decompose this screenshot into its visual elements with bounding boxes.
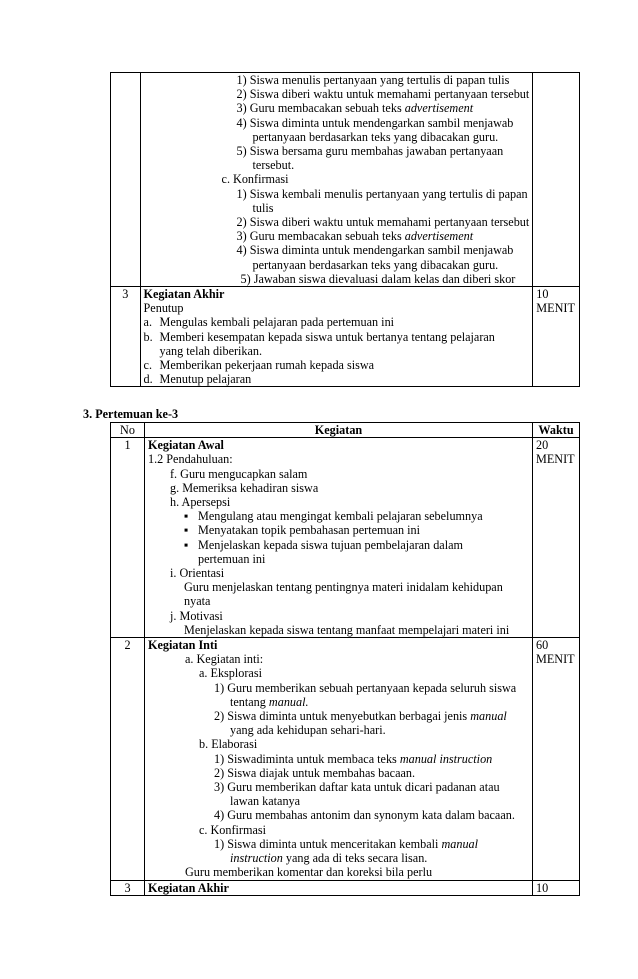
time-value: 10 bbox=[536, 880, 549, 895]
time-cell bbox=[533, 287, 580, 387]
list-item: pertemuan ini bbox=[198, 551, 266, 566]
list-item: 1) Siswa menulis pertanyaan yang tertulis di papan tulis bbox=[236, 73, 510, 87]
list-item: 2) Siswa diminta untuk menyebutkan berbagai jenis manual bbox=[214, 709, 507, 724]
row-number-cell: 3 bbox=[111, 880, 145, 895]
time-value: 20 bbox=[536, 438, 549, 453]
header-kegiatan: Kegiatan bbox=[145, 423, 533, 438]
list-item: g. Memeriksa kehadiran siswa bbox=[170, 480, 319, 495]
list-item: 1) Siswa diminta untuk menceritakan kembali manual bbox=[214, 836, 479, 851]
activity-subtitle: Penutup bbox=[143, 301, 184, 316]
list-item: 1) Siswadiminta untuk membaca teks manual instruction bbox=[214, 751, 493, 766]
time-value: 10 bbox=[536, 287, 549, 302]
list-item: 5) Jawaban siswa dievaluasi dalam kelas dan diberi skor bbox=[240, 271, 516, 286]
list-item: 4) Guru membahas antonim dan synonym kata dalam bacaan. bbox=[214, 808, 515, 823]
time-unit: MENIT bbox=[536, 301, 575, 316]
list-item: a. Eksplorasi bbox=[199, 666, 262, 681]
activity-title: Kegiatan Inti bbox=[148, 638, 218, 653]
list-item: Guru menjelaskan tentang pentingnya materi inidalam kehidupan bbox=[184, 580, 503, 595]
list-item: 2) Siswa diberi waktu untuk memahami pertanyaan tersebut bbox=[236, 87, 530, 102]
list-item: yang telah diberikan. bbox=[159, 343, 263, 358]
list-item: a. Kegiatan inti: bbox=[185, 652, 264, 667]
table-row bbox=[111, 73, 580, 287]
list-item: 1) Siswa kembali menulis pertanyaan yang tertulis di papan bbox=[236, 186, 528, 201]
time-unit: MENIT bbox=[536, 452, 575, 467]
list-item: 4) Siswa diminta untuk mendengarkan sambil menjawab bbox=[236, 115, 514, 130]
table-row bbox=[111, 638, 580, 880]
meeting-3-table bbox=[110, 422, 580, 896]
list-item: 4) Siswa diminta untuk mendengarkan sambil menjawab bbox=[236, 243, 514, 258]
list-item: ▪ Mengulang atau mengingat kembali pelajaran sebelumnya bbox=[184, 509, 483, 524]
header-no: No bbox=[111, 423, 145, 438]
list-item: tersebut. bbox=[252, 158, 295, 173]
list-item: Menjelaskan kepada siswa tentang manfaat mempelajari materi ini bbox=[184, 622, 510, 637]
activity-cell bbox=[145, 438, 533, 638]
list-item: pertanyaan berdasarkan teks yang dibacakan guru. bbox=[252, 257, 499, 272]
list-item: a. Mengulas kembali pelajaran pada pertemuan ini bbox=[143, 315, 395, 330]
list-item: 2) Siswa diajak untuk membahas bacaan. bbox=[214, 765, 416, 780]
time-value: 60 bbox=[536, 638, 549, 653]
list-item: 1) Guru memberikan sebuah pertanyaan kepada seluruh siswa bbox=[214, 680, 517, 695]
table-row bbox=[111, 880, 580, 895]
table-header-row bbox=[111, 423, 580, 438]
activity-cell bbox=[140, 73, 533, 287]
row-number-cell: 2 bbox=[111, 638, 145, 880]
list-item: f. Guru mengucapkan salam bbox=[170, 466, 308, 481]
list-item: 3) Guru membacakan sebuah teks advertisement bbox=[236, 101, 474, 116]
list-item: b. Elaborasi bbox=[199, 737, 258, 752]
time-cell bbox=[533, 880, 580, 895]
row-number-cell: 3 bbox=[111, 287, 141, 387]
list-item: Guru memberikan komentar dan koreksi bila perlu bbox=[185, 865, 433, 880]
activity-subtitle: 1.2 Pendahuluan: bbox=[148, 452, 233, 467]
bullet-icon: ▪ bbox=[184, 523, 189, 538]
activity-cell bbox=[140, 287, 533, 387]
list-item: 3) Guru memberikan daftar kata untuk dicari padanan atau bbox=[214, 780, 500, 795]
list-item: ▪ Menjelaskan kepada siswa tujuan pembelajaran dalam bbox=[184, 537, 463, 552]
list-item: c. Konfirmasi bbox=[221, 172, 289, 187]
list-item: h. Apersepsi bbox=[170, 495, 231, 510]
activity-title: Kegiatan Akhir bbox=[143, 287, 225, 302]
list-item: j. Motivasi bbox=[170, 608, 223, 623]
list-item: ▪ Menyatakan topik pembahasan pertemuan ini bbox=[184, 523, 421, 538]
list-item: 3) Guru membacakan sebuah teks advertisement bbox=[236, 229, 474, 244]
list-item: 5) Siswa bersama guru membahas jawaban pertanyaan bbox=[236, 144, 504, 159]
list-item: tentang manual. bbox=[230, 694, 309, 709]
time-cell bbox=[533, 438, 580, 638]
list-item: nyata bbox=[184, 594, 211, 609]
list-item: instruction yang ada di teks secara lisan. bbox=[230, 851, 428, 866]
row-number-cell bbox=[111, 73, 141, 287]
list-item: b. Memberi kesempatan kepada siswa untuk bertanya tentang pelajaran bbox=[143, 329, 495, 344]
bullet-icon: ▪ bbox=[184, 537, 189, 552]
header-waktu: Waktu bbox=[533, 423, 580, 438]
list-item: tulis bbox=[252, 200, 274, 215]
list-item: d. Menutup pelajaran bbox=[143, 372, 252, 387]
list-item: c. Memberikan pekerjaan rumah kepada siswa bbox=[143, 358, 375, 373]
bullet-icon: ▪ bbox=[184, 509, 189, 524]
table-row bbox=[111, 438, 580, 638]
activity-title: Kegiatan Akhir bbox=[148, 880, 229, 895]
time-cell bbox=[533, 638, 580, 880]
list-item: c. Konfirmasi bbox=[199, 822, 267, 837]
list-item: pertanyaan berdasarkan teks yang dibacakan guru. bbox=[252, 129, 499, 144]
activity-title: Kegiatan Awal bbox=[148, 438, 224, 453]
table-row bbox=[111, 287, 580, 387]
list-item: yang ada kehidupan sehari-hari. bbox=[230, 723, 386, 738]
activity-cell bbox=[145, 638, 533, 880]
list-item: i. Orientasi bbox=[170, 566, 225, 581]
activity-cell bbox=[145, 880, 533, 895]
table-continuation bbox=[110, 72, 580, 387]
row-number-cell: 1 bbox=[111, 438, 145, 638]
section-heading: 3. Pertemuan ke-3 bbox=[83, 407, 179, 421]
time-unit: MENIT bbox=[536, 652, 575, 667]
time-cell bbox=[533, 73, 580, 287]
list-item: lawan katanya bbox=[230, 794, 301, 809]
list-item: 2) Siswa diberi waktu untuk memahami pertanyaan tersebut bbox=[236, 215, 530, 230]
